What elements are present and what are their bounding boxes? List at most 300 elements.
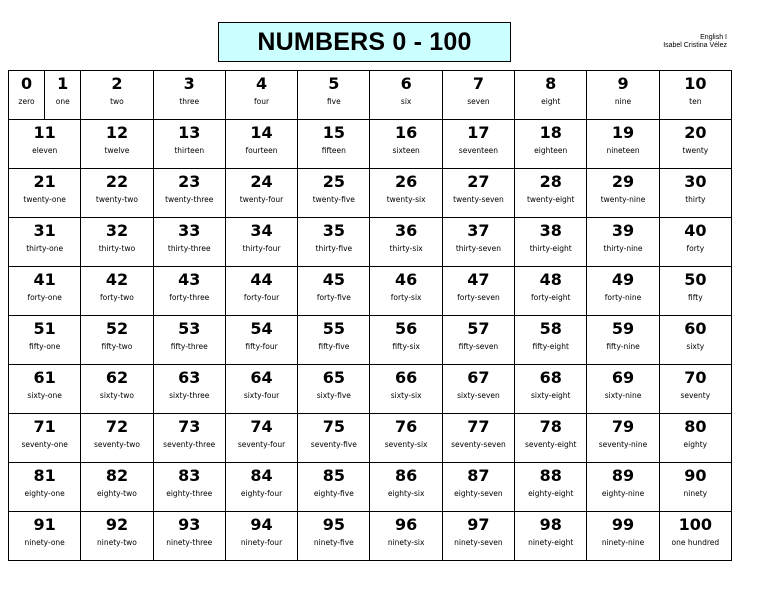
number-digit: 71 [33, 417, 56, 436]
number-word: eighty-eight [528, 489, 574, 498]
number-cell [298, 218, 370, 267]
number-word: thirty-seven [455, 244, 501, 253]
number-digit: 94 [250, 515, 273, 534]
number-cell-content [298, 365, 369, 401]
number-cell-content [154, 267, 225, 303]
number-word: thirty-one [26, 244, 64, 253]
number-cell-content [660, 120, 731, 156]
number-cell-content [660, 267, 731, 303]
number-word: fifty-five [318, 342, 350, 351]
number-digit: 67 [467, 368, 490, 387]
number-word: seventy-two [93, 440, 140, 449]
number-word: thirty-eight [529, 244, 572, 253]
number-cell-content [81, 267, 152, 303]
number-cell-content [9, 316, 80, 352]
number-cell-content [154, 463, 225, 499]
number-word: sixty [686, 342, 705, 351]
number-digit: 16 [395, 123, 418, 142]
table-row [9, 120, 732, 169]
number-word: six [400, 97, 412, 106]
number-word: eighteen [534, 146, 568, 155]
number-word: thirty-five [315, 244, 353, 253]
number-digit: 37 [467, 221, 490, 240]
number-cell [515, 512, 587, 561]
number-word: two [110, 97, 124, 106]
number-word: thirteen [174, 146, 205, 155]
number-cell [442, 463, 514, 512]
number-word: fifty-four [245, 342, 278, 351]
number-word: fifty-seven [458, 342, 499, 351]
number-cell-content [587, 267, 658, 303]
number-word: sixty-three [169, 391, 210, 400]
number-cell [587, 365, 659, 414]
number-digit: 35 [322, 221, 345, 240]
number-cell-content [154, 120, 225, 156]
number-cell [515, 267, 587, 316]
number-cell-content [587, 316, 658, 352]
number-cell-content [298, 120, 369, 156]
number-cell [81, 169, 153, 218]
number-cell-content [443, 169, 514, 205]
number-cell-content [370, 414, 441, 450]
number-cell [587, 169, 659, 218]
number-word: twenty-two [95, 195, 138, 204]
number-word: forty-three [169, 293, 210, 302]
number-cell [153, 218, 225, 267]
number-digit: 78 [539, 417, 562, 436]
number-cell [442, 267, 514, 316]
number-digit: 66 [395, 368, 418, 387]
number-cell-content [660, 512, 731, 548]
number-cell-content [443, 120, 514, 156]
number-cell [515, 463, 587, 512]
number-digit: 52 [105, 319, 129, 338]
number-digit: 57 [467, 319, 490, 338]
number-cell [370, 218, 442, 267]
number-cell [587, 463, 659, 512]
table-row [9, 316, 732, 365]
numbers-table [8, 70, 732, 561]
number-word: one hundred [671, 538, 720, 547]
number-cell [659, 169, 731, 218]
number-word: seventy-three [163, 440, 216, 449]
number-cell [370, 71, 442, 120]
number-cell-content [370, 365, 441, 401]
number-cell [659, 414, 731, 463]
number-word: one [55, 97, 70, 106]
number-cell [659, 71, 731, 120]
number-digit: 60 [684, 319, 707, 338]
number-digit: 22 [105, 172, 129, 191]
number-cell [153, 512, 225, 561]
number-word: forty-four [243, 293, 280, 302]
number-cell [81, 120, 153, 169]
number-cell-content [515, 267, 586, 303]
number-word: eighty-four [240, 489, 283, 498]
number-cell [442, 169, 514, 218]
number-digit: 41 [33, 270, 56, 289]
number-digit: 69 [611, 368, 635, 387]
number-word: seventy-nine [598, 440, 648, 449]
number-digit: 1 [57, 74, 69, 93]
number-cell-content [587, 365, 658, 401]
number-cell-content [298, 267, 369, 303]
number-cell [442, 71, 514, 120]
number-digit: 96 [395, 515, 418, 534]
number-cell-content [154, 316, 225, 352]
author-block [663, 34, 727, 50]
number-cell-content [81, 71, 152, 107]
number-digit: 7 [472, 74, 484, 93]
number-cell [442, 218, 514, 267]
number-cell-content [515, 316, 586, 352]
number-word: twenty-one [23, 195, 66, 204]
number-digit: 15 [322, 123, 345, 142]
number-cell [442, 414, 514, 463]
number-digit: 10 [684, 74, 707, 93]
number-cell [9, 120, 81, 169]
number-word: nine [614, 97, 632, 106]
number-cell [370, 463, 442, 512]
number-cell-content [515, 512, 586, 548]
number-word: fifty-two [101, 342, 133, 351]
number-digit: 93 [178, 515, 201, 534]
number-cell [298, 169, 370, 218]
number-digit: 72 [105, 417, 129, 436]
number-word: nineteen [606, 146, 640, 155]
number-word: eleven [32, 146, 58, 155]
number-word: forty-six [390, 293, 422, 302]
number-digit: 55 [322, 319, 345, 338]
number-cell-content [298, 512, 369, 548]
number-cell-content [154, 218, 225, 254]
number-word: forty-five [316, 293, 351, 302]
number-cell-content [81, 120, 152, 156]
number-cell [298, 512, 370, 561]
number-cell-content [226, 512, 297, 548]
number-cell [515, 365, 587, 414]
number-digit: 76 [395, 417, 418, 436]
number-cell-content [226, 463, 297, 499]
number-cell [225, 414, 297, 463]
number-cell [587, 316, 659, 365]
number-word: forty [686, 244, 705, 253]
number-cell [9, 365, 81, 414]
number-digit: 81 [33, 466, 56, 485]
number-digit: 27 [467, 172, 490, 191]
number-word: ninety-four [240, 538, 283, 547]
number-cell-content [515, 71, 586, 107]
number-word: four [254, 97, 270, 106]
number-cell [81, 267, 153, 316]
zero-one-cell [9, 71, 81, 120]
number-word: twenty-six [386, 195, 426, 204]
number-cell [298, 267, 370, 316]
number-digit: 64 [250, 368, 273, 387]
number-cell-content [370, 169, 441, 205]
number-digit: 74 [250, 417, 273, 436]
number-word: eighty-two [97, 489, 137, 498]
number-cell-content [298, 463, 369, 499]
number-cell [587, 71, 659, 120]
number-digit: 80 [684, 417, 707, 436]
number-cell [370, 120, 442, 169]
number-digit: 61 [33, 368, 56, 387]
number-cell-content [443, 414, 514, 450]
number-word: thirty-nine [603, 244, 643, 253]
number-cell-content [9, 218, 80, 254]
number-digit: 8 [545, 74, 557, 93]
number-cell-content [226, 169, 297, 205]
number-cell [225, 512, 297, 561]
number-cell-content [298, 316, 369, 352]
number-digit: 54 [250, 319, 273, 338]
number-cell-content [226, 120, 297, 156]
number-digit: 63 [178, 368, 201, 387]
number-cell-content [660, 365, 731, 401]
number-cell [370, 365, 442, 414]
number-cell [9, 463, 81, 512]
number-digit: 43 [178, 270, 201, 289]
number-word: ten [689, 97, 702, 106]
number-digit: 12 [105, 123, 129, 142]
number-cell-content [370, 71, 441, 107]
number-word: ninety-two [97, 538, 137, 547]
number-cell [153, 365, 225, 414]
number-cell [9, 218, 81, 267]
number-cell-content [660, 316, 731, 352]
number-cell [81, 71, 153, 120]
number-word: thirty-three [167, 244, 211, 253]
number-word: sixteen [392, 146, 420, 155]
table-row [9, 512, 732, 561]
number-word: ninety-eight [528, 538, 574, 547]
number-digit: 29 [611, 172, 635, 191]
number-word: forty-eight [531, 293, 571, 302]
number-word: ninety-seven [454, 538, 503, 547]
number-word: fifty [688, 293, 703, 302]
number-cell-content [587, 169, 658, 205]
number-word: twenty-eight [526, 195, 575, 204]
number-digit: 2 [111, 74, 123, 93]
number-word: sixty-two [99, 391, 134, 400]
number-digit: 84 [250, 466, 273, 485]
number-cell [298, 71, 370, 120]
number-cell-content [298, 71, 369, 107]
number-cell [225, 365, 297, 414]
number-digit: 30 [684, 172, 707, 191]
number-digit: 92 [105, 515, 129, 534]
number-word: three [179, 97, 200, 106]
number-digit: 77 [467, 417, 490, 436]
number-digit: 14 [250, 123, 273, 142]
number-cell-content [443, 218, 514, 254]
number-cell [298, 120, 370, 169]
number-cell [515, 120, 587, 169]
table-row [9, 365, 732, 414]
number-digit: 31 [33, 221, 56, 240]
number-word: ninety [683, 489, 708, 498]
number-digit: 70 [684, 368, 707, 387]
number-word: seventy-four [237, 440, 286, 449]
number-digit: 26 [395, 172, 418, 191]
number-digit: 50 [684, 270, 707, 289]
number-cell-content [587, 414, 658, 450]
number-cell-half [45, 71, 80, 119]
number-cell-content [154, 512, 225, 548]
number-cell [515, 414, 587, 463]
number-word: fifty-three [170, 342, 208, 351]
number-cell-content [443, 71, 514, 107]
number-cell-content [660, 218, 731, 254]
number-digit: 100 [678, 515, 713, 534]
number-cell-content [154, 71, 225, 107]
number-cell [153, 120, 225, 169]
number-word: fifty-one [29, 342, 61, 351]
number-word: eighty-seven [454, 489, 503, 498]
table-row [9, 169, 732, 218]
number-cell-content [660, 463, 731, 499]
number-digit: 53 [178, 319, 201, 338]
number-digit: 3 [183, 74, 195, 93]
number-word: thirty-six [389, 244, 423, 253]
number-cell [370, 169, 442, 218]
number-cell-content [370, 512, 441, 548]
number-word: sixty-five [316, 391, 351, 400]
number-cell-content [226, 71, 297, 107]
number-cell [9, 512, 81, 561]
number-cell-content [370, 120, 441, 156]
number-cell-content [443, 463, 514, 499]
number-word: fifty-eight [532, 342, 569, 351]
number-cell-content [370, 267, 441, 303]
number-digit: 34 [250, 221, 273, 240]
number-word: sixty-nine [604, 391, 642, 400]
number-cell-content [587, 120, 658, 156]
number-cell-content [298, 414, 369, 450]
number-cell [442, 512, 514, 561]
number-word: eight [541, 97, 561, 106]
number-word: fifteen [321, 146, 346, 155]
table-row [9, 267, 732, 316]
number-cell [587, 218, 659, 267]
number-digit: 25 [322, 172, 345, 191]
number-cell [153, 463, 225, 512]
number-word: twenty-three [165, 195, 214, 204]
table-row [9, 71, 732, 120]
number-digit: 97 [467, 515, 490, 534]
number-digit: 91 [33, 515, 56, 534]
number-word: eighty-five [313, 489, 354, 498]
number-word: ninety-five [313, 538, 354, 547]
number-cell [298, 463, 370, 512]
number-digit: 95 [322, 515, 345, 534]
number-cell-content [660, 169, 731, 205]
number-cell [81, 512, 153, 561]
number-cell [515, 218, 587, 267]
number-word: forty-nine [604, 293, 642, 302]
number-word: seven [467, 97, 490, 106]
number-word: twenty-nine [600, 195, 646, 204]
number-cell-content [226, 365, 297, 401]
number-digit: 59 [611, 319, 635, 338]
number-word: twenty-four [239, 195, 284, 204]
number-word: seventy-one [21, 440, 68, 449]
number-cell [81, 414, 153, 463]
number-cell-content [660, 414, 731, 450]
number-word: ninety-three [166, 538, 213, 547]
number-cell [370, 316, 442, 365]
number-word: ninety-one [24, 538, 65, 547]
number-digit: 40 [684, 221, 707, 240]
number-cell [515, 169, 587, 218]
number-digit: 6 [400, 74, 412, 93]
number-cell [587, 414, 659, 463]
number-word: eighty-three [166, 489, 213, 498]
number-cell-content [81, 463, 152, 499]
number-word: twenty [682, 146, 709, 155]
course-label: English I [700, 34, 727, 41]
number-digit: 98 [539, 515, 562, 534]
number-word: sixty-one [27, 391, 62, 400]
number-cell [225, 218, 297, 267]
number-cell-content [515, 218, 586, 254]
number-digit: 47 [467, 270, 490, 289]
number-digit: 44 [250, 270, 273, 289]
number-cell [153, 316, 225, 365]
number-cell [225, 71, 297, 120]
number-cell-content [81, 169, 152, 205]
number-cell-content [587, 512, 658, 548]
number-cell-content [81, 316, 152, 352]
number-cell [659, 365, 731, 414]
number-cell [9, 316, 81, 365]
number-cell [370, 267, 442, 316]
number-cell [370, 414, 442, 463]
number-digit: 51 [33, 319, 56, 338]
number-cell-content [515, 463, 586, 499]
number-word: twenty-seven [453, 195, 504, 204]
number-cell-content [226, 267, 297, 303]
number-digit: 4 [255, 74, 268, 93]
number-cell [587, 120, 659, 169]
number-cell [298, 414, 370, 463]
number-cell [81, 463, 153, 512]
number-digit: 42 [105, 270, 129, 289]
number-cell [225, 267, 297, 316]
number-cell-content [587, 218, 658, 254]
number-word: eighty-one [24, 489, 65, 498]
number-digit: 17 [467, 123, 490, 142]
number-cell [225, 120, 297, 169]
number-word: seventy-six [384, 440, 428, 449]
number-cell [659, 316, 731, 365]
number-digit: 24 [250, 172, 273, 191]
number-word: forty-one [27, 293, 62, 302]
number-cell-content [81, 512, 152, 548]
number-digit: 48 [539, 270, 562, 289]
number-cell [659, 463, 731, 512]
number-word: forty-seven [457, 293, 500, 302]
table-row [9, 414, 732, 463]
number-cell-content [9, 414, 80, 450]
number-cell [153, 414, 225, 463]
number-cell-content [515, 120, 586, 156]
number-cell-content [154, 414, 225, 450]
number-cell-content [9, 463, 80, 499]
number-digit: 75 [322, 417, 345, 436]
number-word: five [326, 97, 341, 106]
